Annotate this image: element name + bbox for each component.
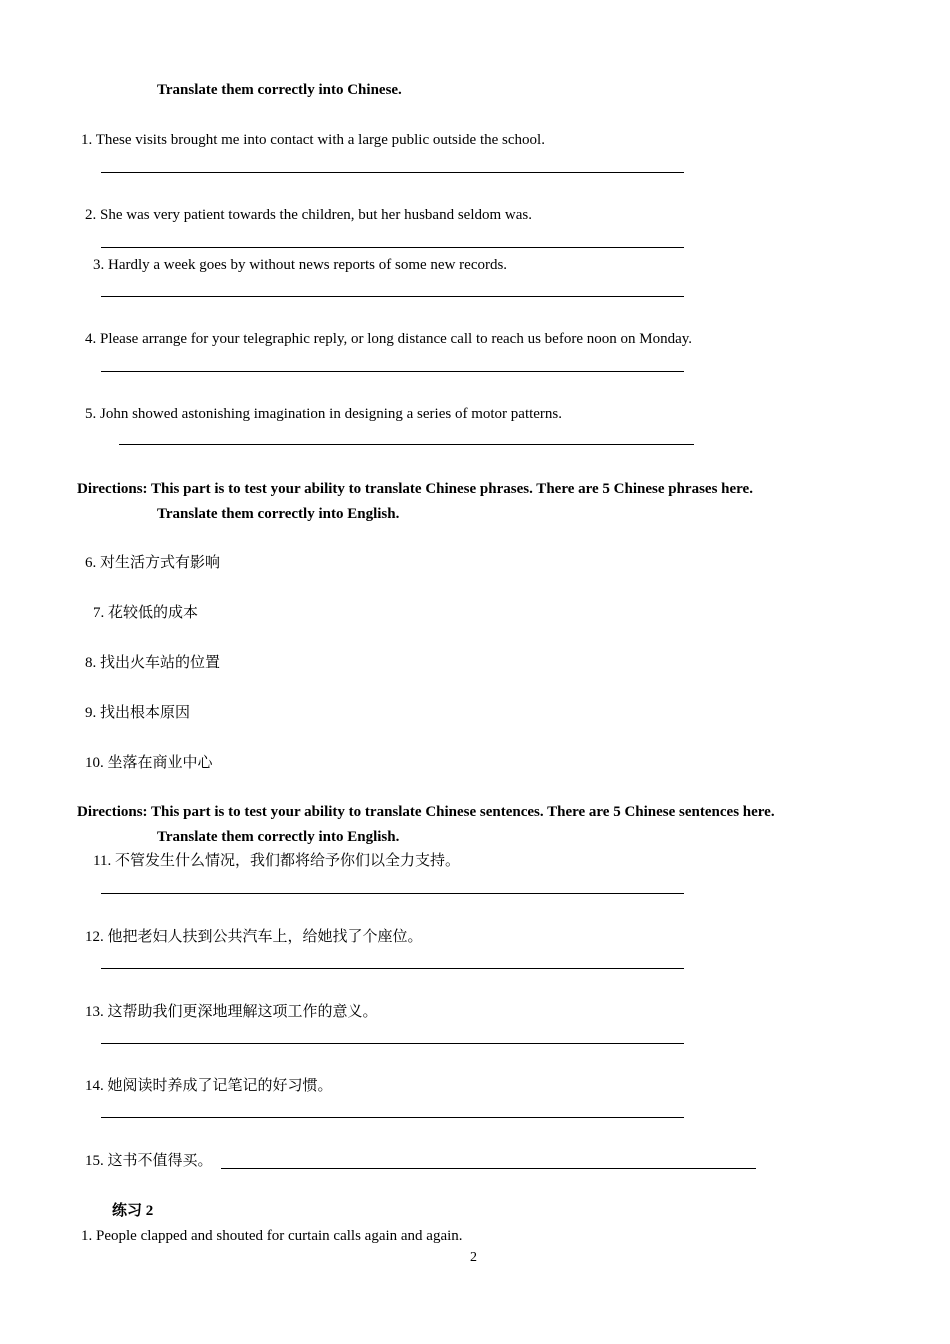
exercise2-heading: 练习 2	[112, 1203, 154, 1219]
ex2-item-1: 1. People clapped and shouted for curtain calls again and again.	[81, 1228, 463, 1244]
item-11: 11. 不管发生什么情况，我们都将给予你们以全力支持。	[93, 853, 460, 869]
item-8: 8. 找出火车站的位置	[85, 655, 221, 671]
part2-directions: Directions: This part is to test your ability to translate Chinese phrases. There are 5 Chinese phrases here.	[77, 481, 753, 497]
item-1: 1. These visits brought me into contact with a large public outside the school.	[81, 132, 545, 148]
answer-line-2[interactable]	[101, 247, 684, 248]
item-9: 9. 找出根本原因	[85, 705, 191, 721]
answer-line-15[interactable]	[221, 1168, 756, 1169]
page-number: 2	[470, 1250, 477, 1265]
answer-line-3[interactable]	[101, 296, 684, 297]
answer-line-14[interactable]	[101, 1117, 684, 1118]
item-13: 13. 这帮助我们更深地理解这项工作的意义。	[85, 1004, 378, 1020]
item-12: 12. 他把老妇人扶到公共汽车上，给她找了个座位。	[85, 929, 423, 945]
item-5: 5. John showed astonishing imagination in designing a series of motor patterns.	[85, 406, 563, 422]
item-4: 4. Please arrange for your telegraphic reply, or long distance call to reach us before noon on Monday.	[85, 331, 693, 347]
part2-directions-cont: Translate them correctly into English.	[157, 506, 400, 522]
answer-line-11[interactable]	[101, 893, 684, 894]
item-2: 2. She was very patient towards the children, but her husband seldom was.	[85, 207, 532, 223]
answer-line-12[interactable]	[101, 968, 684, 969]
item-7: 7. 花较低的成本	[93, 605, 199, 621]
item-3: 3. Hardly a week goes by without news reports of some new records.	[93, 257, 508, 273]
answer-line-13[interactable]	[101, 1043, 684, 1044]
item-10: 10. 坐落在商业中心	[85, 755, 213, 771]
item-14: 14. 她阅读时养成了记笔记的好习惯。	[85, 1078, 333, 1094]
answer-line-5[interactable]	[119, 444, 694, 445]
part1-instruction: Translate them correctly into Chinese.	[157, 82, 402, 98]
part3-directions: Directions: This part is to test your ability to translate Chinese sentences. There are 5 Chinese sentences here.	[77, 804, 775, 820]
item-15: 15. 这书不值得买。	[85, 1153, 213, 1169]
answer-line-4[interactable]	[101, 371, 684, 372]
item-6: 6. 对生活方式有影响	[85, 555, 221, 571]
answer-line-1[interactable]	[101, 172, 684, 173]
part3-directions-cont: Translate them correctly into English.	[157, 829, 400, 845]
